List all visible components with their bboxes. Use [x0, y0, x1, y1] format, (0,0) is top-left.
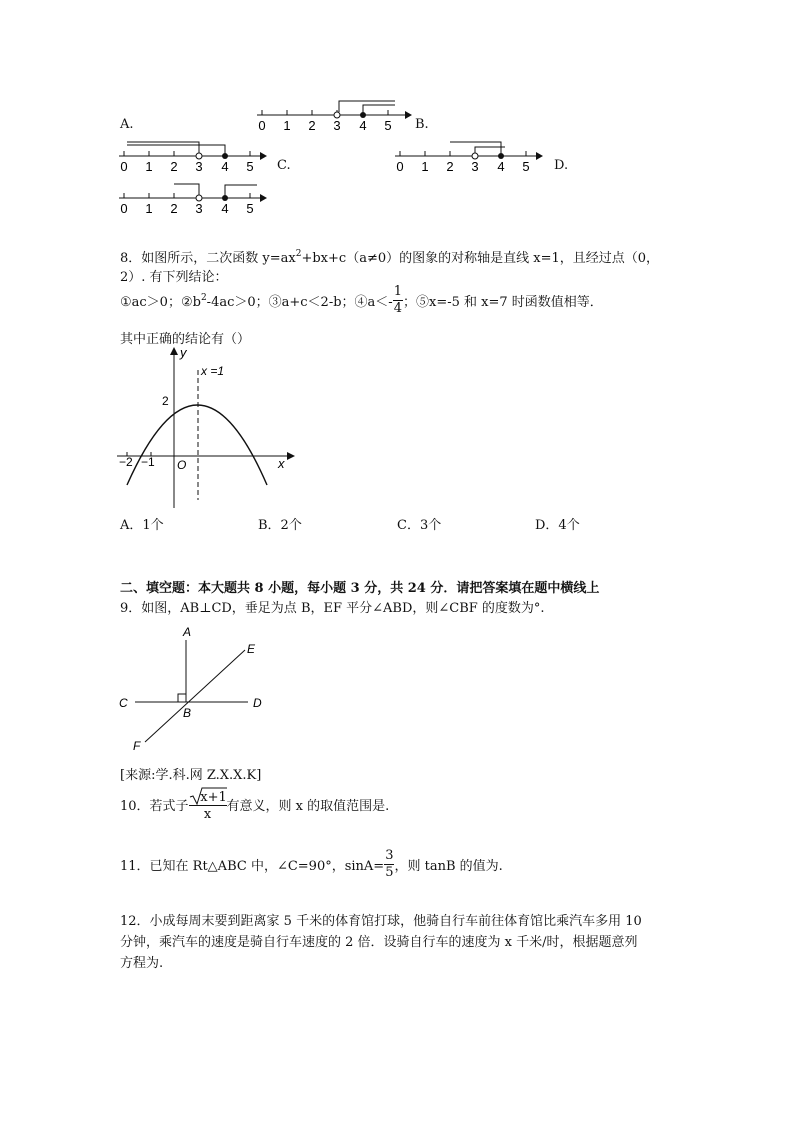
- q12-line1: 12．小成每周末要到距离家 5 千米的体育馆打球，他骑自行车前往体育馆比乘汽车多用 10: [120, 914, 642, 929]
- q12-line3: 方程为.: [120, 956, 164, 971]
- svg-text:1: 1: [421, 159, 429, 174]
- q7-option-c-label: C.: [277, 158, 291, 173]
- q8-fraction: $\frac{1}{4}$: [393, 284, 402, 316]
- q7-number-line-c: [393, 137, 553, 177]
- q8-stem-line1: 8．如图所示，二次函数 $y=ax^2+bx+c(a\ne 0)$的图象的对称轴是直线 x=1，且经过点（0，: [120, 249, 660, 266]
- svg-text:3: 3: [195, 159, 203, 174]
- q10-line: 10．若式子 $\frac{x+1}{x}$ 有意义，则 x 的取值范围是.: [120, 787, 389, 824]
- fig-label-a: A: [183, 625, 192, 639]
- q8-choice-b: B．2个: [258, 518, 302, 533]
- svg-text:0: 0: [120, 201, 128, 216]
- q8-choice-a: A．1个: [120, 518, 164, 533]
- tick-3: 3: [333, 118, 341, 133]
- graph-symmetry-label: x =1: [201, 364, 225, 378]
- q10-expression: $\frac{x+1}{x}$: [189, 787, 227, 824]
- graph-label-2: 2: [162, 394, 169, 408]
- q8-question: 其中正确的结论有（）: [120, 332, 251, 347]
- q12-line2: 分钟，乘汽车的速度是骑自行车速度的 2 倍．设骑自行车的速度为 x 千米/时，根据题意列: [120, 935, 638, 950]
- q8-choice-c: C．3个: [397, 518, 442, 533]
- svg-text:3: 3: [195, 201, 203, 216]
- q9-stem: 9．如图，AB⊥CD，垂足为点 B，EF 平分∠ABD，则∠CBF 的度数为°.: [120, 601, 545, 616]
- graph-label-neg2: −2: [119, 455, 133, 469]
- svg-text:5: 5: [522, 159, 530, 174]
- fig-label-b: B: [183, 706, 192, 720]
- fig-label-d: D: [253, 696, 262, 710]
- tick-5: 5: [384, 118, 392, 133]
- svg-text:5: 5: [246, 201, 254, 216]
- q7-option-a-label: A.: [120, 117, 134, 132]
- graph-label-neg1: −1: [141, 455, 155, 469]
- tick-0: 0: [258, 118, 266, 133]
- fig-label-f: F: [133, 739, 141, 753]
- svg-text:1: 1: [145, 159, 153, 174]
- fig-label-c: C: [119, 696, 128, 710]
- q8-choice-d: D．4个: [535, 518, 580, 533]
- svg-text:2: 2: [170, 201, 178, 216]
- q7-option-d-label: D.: [554, 158, 569, 173]
- q7-number-line-d: [117, 179, 277, 219]
- q7-number-line-a: [255, 96, 415, 136]
- q11-fraction: $\frac{3}{5}$: [385, 848, 394, 880]
- svg-text:1: 1: [145, 201, 153, 216]
- fig-label-e: E: [247, 642, 256, 656]
- svg-text:0: 0: [396, 159, 404, 174]
- tick-4: 4: [359, 118, 367, 133]
- section2-heading: 二、填空题：本大题共 8 小题，每小题 3 分，共 24 分．请把答案填在题中横线上: [120, 581, 600, 596]
- svg-text:4: 4: [497, 159, 505, 174]
- graph-y-label: y: [180, 345, 187, 360]
- graph-label-o: O: [177, 458, 187, 472]
- svg-text:5: 5: [246, 159, 254, 174]
- svg-text:4: 4: [221, 201, 229, 216]
- q9-source: [来源:学.科.网 Z.X.X.K]: [120, 768, 262, 783]
- svg-text:0: 0: [120, 159, 128, 174]
- q9-figure: [115, 620, 275, 760]
- tick-2: 2: [308, 118, 316, 133]
- svg-text:3: 3: [471, 159, 479, 174]
- q11-line: 11．已知在 Rt△ABC 中，∠C=90°，sinA= $\frac{3}{5}$ ，则 tanB 的值为.: [120, 848, 503, 880]
- q8-stem-line2: 2）. 有下列结论：: [120, 270, 228, 285]
- q8-parabola-graph: [115, 345, 305, 510]
- graph-x-label: x: [278, 456, 285, 471]
- svg-text:2: 2: [170, 159, 178, 174]
- q7-number-line-b: [117, 137, 277, 177]
- q7-option-b-label: B.: [415, 117, 429, 132]
- svg-text:2: 2: [446, 159, 454, 174]
- q8-conclusions: ①ac＞0；$②b^2-4ac>0$；③a+c＜2-b；④a＜- $\frac{1}{4}$ ；⑤x=-5 和 x=7 时函数值相等．: [120, 284, 603, 316]
- tick-1: 1: [283, 118, 291, 133]
- svg-text:4: 4: [221, 159, 229, 174]
